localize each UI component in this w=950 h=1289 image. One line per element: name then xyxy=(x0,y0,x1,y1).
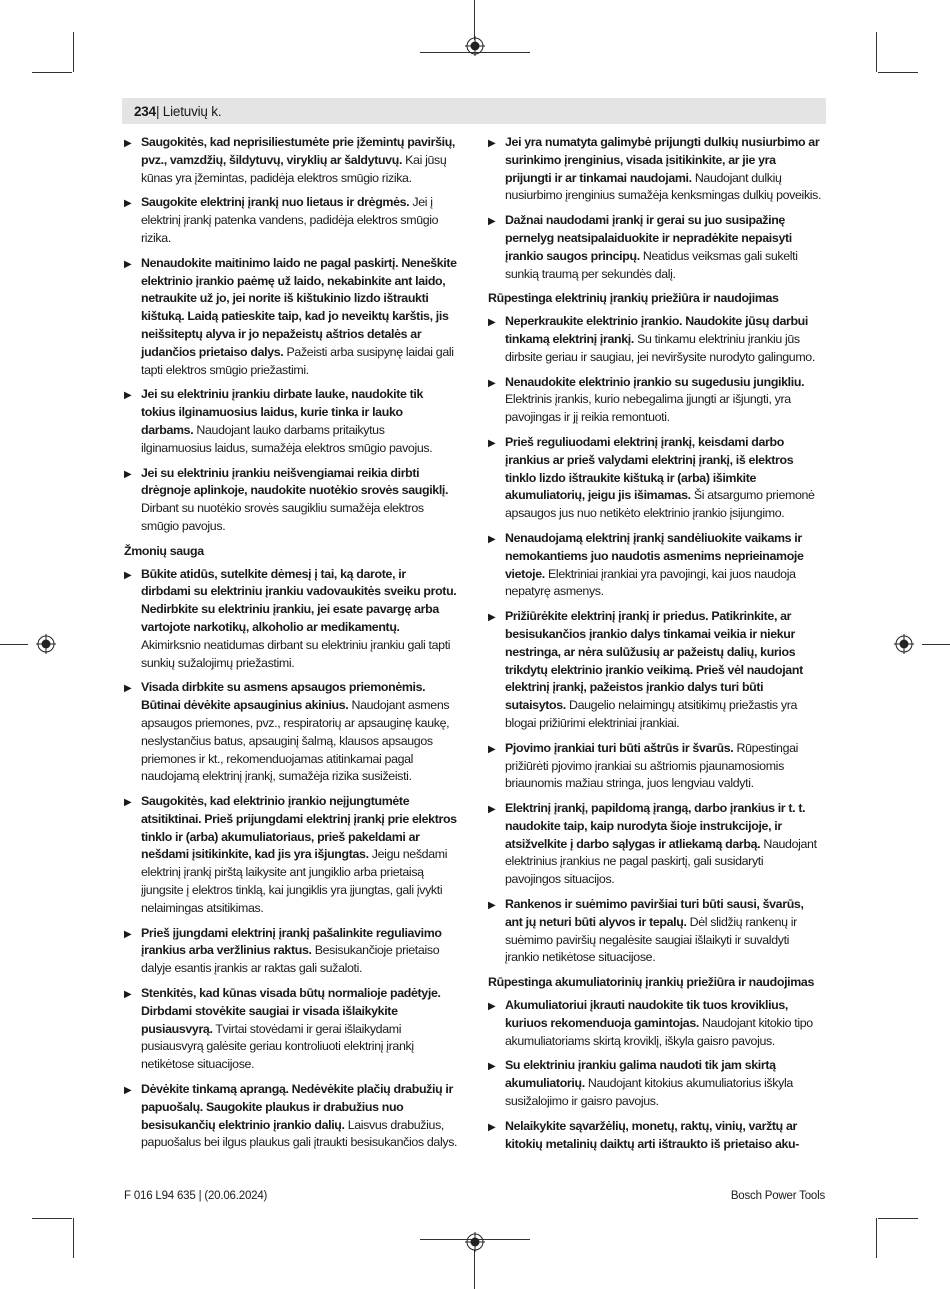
instruction-bold-text: Rankenos ir suėmimo paviršiai turi būti sausi, švarūs, ant jų neturi būti alyvos ir tepalų. xyxy=(505,897,804,929)
instruction-explanation-text: Tvirtai stovėdami ir gerai išlaikydami pusiausvyrą galėsite geriau kontroliuoti elektrinį įrankį netikėtose situacijose. xyxy=(141,1021,414,1072)
registration-mark-icon xyxy=(465,1232,485,1252)
instruction-bold-text: Saugokitės, kad neprisiliestumėte prie įžemintų paviršių, pvz., vamzdžių, šildytuvų, viryklių ar šaldytuvų. xyxy=(141,135,456,167)
left-column xyxy=(124,134,458,1159)
bullet-triangle-icon: ▶ xyxy=(488,377,496,389)
bullet-triangle-icon: ▶ xyxy=(488,138,496,149)
crop-mark xyxy=(474,0,475,40)
bullet-triangle-icon: ▶ xyxy=(488,1121,496,1133)
crop-mark xyxy=(876,32,877,72)
instruction-bold-text: Būkite atidūs, sutelkite dėmesį į tai, ką darote, ir dirbdami su elektriniu įrankiu vadovaukitės sveiku protu. Nedirbkite su elektriniu įrankiu, jei esate pavargę arba vartojote narkotikų, alkoholio ar medikamentų. xyxy=(141,566,457,634)
bullet-triangle-icon: ▶ xyxy=(488,612,496,624)
safety-instruction-item xyxy=(124,566,458,673)
safety-instruction-item xyxy=(488,212,822,283)
section-heading: Rūpestinga elektrinių įrankių priežiūra ir naudojimas xyxy=(488,291,779,306)
crop-mark xyxy=(474,1250,475,1289)
instruction-explanation-text: Dirbant su nuotėkio srovės saugikliu sumažėja elektros smūgio pavojus. xyxy=(141,501,424,533)
safety-instruction-item xyxy=(488,530,822,601)
instruction-bold-text: Jei su elektriniu įrankiu dirbate lauke, naudokite tik tokius ilginamuosius laidus, kurie tinka ir lauko darbams. xyxy=(141,387,424,437)
bullet-triangle-icon: ▶ xyxy=(124,258,132,270)
safety-instruction-item xyxy=(488,434,822,523)
instruction-bold-text: Akumuliatoriui įkrauti naudokite tik tuos kroviklius, kuriuos rekomenduoja gamintojas. xyxy=(505,998,789,1030)
instruction-explanation-text: Rūpestingai prižiūrėti pjovimo įrankiai su aštriomis pjaunamosiomis briaunomis mažiau stringa, juos lengviau valdyti. xyxy=(505,740,799,791)
registration-mark-icon xyxy=(36,634,56,654)
page-header-bar xyxy=(122,98,826,124)
safety-instruction-item xyxy=(488,740,822,793)
instruction-explanation-text: Daugelio nelaimingų atsitikimų priežastis yra blogai prižiūrimi elektriniai įrankiai. xyxy=(505,698,798,730)
bullet-triangle-icon: ▶ xyxy=(124,928,132,940)
instruction-explanation-text: Akimirksnio neatidumas dirbant su elektriniu įrankiu gali tapti sunkių sužalojimų priežastimi. xyxy=(141,637,451,670)
safety-instruction-item xyxy=(124,255,458,380)
instruction-explanation-text: Naudojant lauko darbams pritaikytus ilginamuosius laidus, sumažėja elektros smūgio pavojus. xyxy=(141,422,433,455)
safety-instruction-item xyxy=(488,374,822,427)
instruction-explanation-text: Naudojant dulkių nusiurbimo įrenginius sumažėja kenksmingas dulkių poveikis. xyxy=(505,170,822,203)
safety-instruction-item xyxy=(488,1118,822,1154)
instruction-bold-text: Su elektriniu įrankiu galima naudoti tik jam skirtą akumuliatorių. xyxy=(505,1058,776,1091)
instruction-bold-text: Nenaudojamą elektrinį įrankį sandėliuokite vaikams ir nemokantiems juo naudotis asmenims neprieinamoje vietoje. xyxy=(505,530,804,581)
crop-mark xyxy=(32,72,72,73)
crop-mark xyxy=(878,72,918,73)
bullet-triangle-icon: ▶ xyxy=(124,797,132,809)
bullet-triangle-icon: ▶ xyxy=(124,138,132,149)
crop-mark xyxy=(73,1218,74,1258)
instruction-bold-text: Nenaudokite maitinimo laido ne pagal paskirtį. Neneškite elektrinio įrankio paėmę už laido, nekabinkite ant laido, netraukite už jo, jei norite iš kištukinio lizdo ištraukti kištuką. Laidą patieskite taip, kad jo neveiktų karštis, jis neišsiteptų alyva ir jo nepažeistų aštrios detalės ar judančios prietaiso dalys. xyxy=(141,255,457,359)
page-header xyxy=(134,104,221,119)
instruction-bold-text: Pjovimo įrankiai turi būti aštrūs ir švarūs. xyxy=(505,740,734,755)
registration-mark-icon xyxy=(465,36,485,56)
instruction-explanation-text: Laisvus drabužius, papuošalus bei ilgus plaukus gali įtraukti besisukančios dalys. xyxy=(141,1117,458,1150)
crop-mark xyxy=(876,1218,877,1258)
bullet-triangle-icon: ▶ xyxy=(124,468,132,480)
bullet-triangle-icon: ▶ xyxy=(488,533,496,545)
safety-instruction-item xyxy=(124,985,458,1074)
instruction-bold-text: Visada dirbkite su asmens apsaugos priemonėmis. Būtinai dėvėkite apsauginius akinius. xyxy=(141,680,426,713)
safety-instruction-item xyxy=(488,313,822,366)
bullet-triangle-icon: ▶ xyxy=(124,989,132,1001)
crop-mark xyxy=(878,1218,918,1219)
safety-instruction-item xyxy=(124,793,458,918)
footer-doc-code: F 016 L94 635 | (20.06.2024) xyxy=(124,1190,268,1202)
instruction-explanation-text: Jeigu nešdami elektrinį įrankį pirštą laikysite ant jungiklio arba prietaisą įjungsite į elektros tinklą, kai jungiklis yra įjungtas, gali įvykti nelaimingas atsitikimas. xyxy=(141,847,448,915)
instruction-bold-text: Neperkraukite elektrinio įrankio. Naudokite jūsų darbui tinkamą elektrinį įrankį. xyxy=(505,314,808,346)
footer-brand: Bosch Power Tools xyxy=(730,1190,825,1202)
instruction-explanation-text: Kai jūsų kūnas yra įžemintas, padidėja elektros smūgio rizika. xyxy=(141,152,447,185)
page-number: 234 xyxy=(134,104,156,119)
crop-mark xyxy=(0,644,28,645)
bullet-triangle-icon: ▶ xyxy=(488,804,496,816)
instruction-explanation-text: Elektriniai įrankiai yra pavojingi, kai juos naudoja nepatyrę asmenys. xyxy=(505,566,796,599)
instruction-bold-text: Elektrinį įrankį, papildomą įrangą, darbo įrankius ir t. t. naudokite taip, kaip nurodyta šioje instrukcijoje, ir atsižvelkite į darbo sąlygas ir atliekamą darbą. xyxy=(505,801,806,851)
header-language: | Lietuvių k. xyxy=(155,104,222,119)
bullet-triangle-icon: ▶ xyxy=(124,569,132,581)
bullet-triangle-icon: ▶ xyxy=(488,1001,496,1013)
safety-instruction-item xyxy=(488,800,822,889)
instruction-explanation-text: Ši atsargumo priemonė apsaugos jus nuo netikėto elektrinio įrankio įsijungimo. xyxy=(505,488,815,521)
instruction-explanation-text: Su tinkamu elektriniu įrankiu jūs dirbsite geriau ir saugiau, jei neviršysite nurodyto galingumo. xyxy=(505,331,815,364)
safety-instruction-item xyxy=(124,386,458,457)
safety-instruction-item xyxy=(488,896,822,967)
instruction-explanation-text: Naudojant asmens apsaugos priemones, pvz., respiratorių ar apsauginę kaukę, neslystančius batus, apsauginį šalmą, klausos apsaugos priemones ir kt., rekomenduojamas atitinkamai pagal naudojamą elektrinį įrankį, sumažėja rizika susižeisti. xyxy=(141,698,450,784)
instruction-explanation-text: Naudojant elektrinius įrankius ne pagal paskirtį, gali susidaryti pavojingos situacijos. xyxy=(505,836,817,887)
right-column xyxy=(488,134,822,1160)
instruction-bold-text: Prieš reguliuodami elektrinį įrankį, keisdami darbo įrankius ar prieš valydami elektrinį įrankį, iš elektros tinklo lizdo ištraukite kištuką ir (arba) išimkite akumuliatorių, jeigu jis išimamas. xyxy=(505,434,794,503)
safety-instruction-item xyxy=(488,1057,822,1110)
bullet-triangle-icon: ▶ xyxy=(124,198,132,210)
instruction-explanation-text: Elektrinis įrankis, kurio nebegalima įjungti ar išjungti, yra pavojingas ir jį reikia remontuoti. xyxy=(505,392,791,425)
instruction-explanation-text: Naudojant kitokio tipo akumuliatoriams skirtą kroviklį, iškyla gaisro pavojus. xyxy=(505,1015,813,1048)
instruction-bold-text: Prieš įjungdami elektrinį įrankį pašalinkite reguliavimo įrankius arba veržlinius raktus. xyxy=(141,925,442,958)
registration-mark-icon xyxy=(894,634,914,654)
safety-instruction-item xyxy=(124,679,458,786)
bullet-triangle-icon: ▶ xyxy=(488,317,496,329)
crop-mark xyxy=(73,32,74,72)
instruction-bold-text: Stenkitės, kad kūnas visada būtų normalioje padėtyje. Dirbdami stovėkite saugiai ir visada išlaikykite pusiausvyrą. xyxy=(141,986,441,1036)
bullet-triangle-icon: ▶ xyxy=(124,1085,132,1097)
crop-mark xyxy=(32,1218,72,1219)
safety-instruction-item xyxy=(488,134,822,205)
bullet-triangle-icon: ▶ xyxy=(124,390,132,402)
instruction-explanation-text: Naudojant kitokius akumuliatorius iškyla susižalojimo ir gaisro pavojus. xyxy=(505,1076,793,1109)
instruction-explanation-text: Pažeisti arba susipynę laidai gali tapti elektros smūgio priežastimi. xyxy=(141,344,454,377)
instruction-bold-text: Dažnai naudodami įrankį ir gerai su juo susipažinę pernelyg neatsipalaiduokite ir nepradėkite nepaisyti įrankio saugos principų. xyxy=(505,213,792,263)
section-heading: Žmonių sauga xyxy=(124,543,204,558)
instruction-bold-text: Saugokitės, kad elektrinio įrankio neįjungtumėte atsitiktinai. Prieš prijungdami elektrinį įrankį prie elektros tinklo ir (arba) akumuliatoriaus, prieš pakeldami ar nešdami įsitikinkite, kad jis yra išjungtas. xyxy=(141,794,457,862)
crop-mark xyxy=(922,644,950,645)
safety-instruction-item xyxy=(124,194,458,247)
safety-instruction-item xyxy=(124,1081,458,1152)
instruction-bold-text: Jei yra numatyta galimybė prijungti dulkių nusiurbimo ar surinkimo įrenginius, visada įsitikinkite, ar jie yra prijungti ir ar tinkamai naudojami. xyxy=(505,135,820,185)
instruction-explanation-text: Neatidus veiksmas gali sukelti sunkią traumą per sekundės dalį. xyxy=(505,248,798,281)
safety-instruction-item xyxy=(488,608,822,733)
instruction-bold-text: Prižiūrėkite elektrinį įrankį ir priedus. Patikrinkite, ar besisukančios įrankio dalys tinkamai veikia ir niekur nestringa, ar nėra sulūžusių ar pažeistų dalių, kurios trikdytų elektrinio įrankio veikimą. Prieš vėl naudojant elektrinį įrankį, pažeistos įrankio dalys turi būti sutaisytos. xyxy=(505,609,803,713)
instruction-bold-text: Nenaudokite elektrinio įrankio su sugedusiu jungikliu. xyxy=(505,374,805,389)
instruction-bold-text: Saugokite elektrinį įrankį nuo lietaus ir drėgmės. xyxy=(141,195,410,210)
bullet-triangle-icon: ▶ xyxy=(488,1061,496,1073)
safety-instruction-item xyxy=(124,134,458,187)
instruction-bold-text: Nelaikykite sąvaržėlių, monetų, raktų, vinių, varžtų ar kitokių metalinių daiktų arti ištraukto iš prietaiso aku- xyxy=(505,1118,800,1151)
section-heading: Rūpestinga akumuliatorinių įrankių priežiūra ir naudojimas xyxy=(488,975,815,990)
bullet-triangle-icon: ▶ xyxy=(488,900,496,912)
bullet-triangle-icon: ▶ xyxy=(488,437,496,449)
safety-instruction-item xyxy=(124,465,458,536)
instruction-bold-text: Dėvėkite tinkamą aprangą. Nedėvėkite plačių drabužių ir papuošalų. Saugokite plaukus ir drabužius nuo besisukančių elektrinio įrankio dalių. xyxy=(141,1082,453,1132)
instruction-explanation-text: Besisukančioje prietaiso dalyje esantis įrankis ar raktas gali sužaloti. xyxy=(141,943,440,976)
safety-instruction-item xyxy=(488,997,822,1050)
bullet-triangle-icon: ▶ xyxy=(488,743,496,755)
safety-instruction-item xyxy=(124,925,458,978)
bullet-triangle-icon: ▶ xyxy=(124,683,132,695)
instruction-explanation-text: Dėl slidžių rankenų ir suėmimo paviršių negalėsite saugiai išlaikyti ir suvaldyti įrankio netikėtose situacijose. xyxy=(505,914,797,965)
bullet-triangle-icon: ▶ xyxy=(488,216,496,228)
instruction-explanation-text: Jei į elektrinį įrankį patenka vandens, padidėja elektros smūgio rizika. xyxy=(141,195,439,245)
instruction-bold-text: Jei su elektriniu įrankiu neišvengiamai reikia dirbti drėgnoje aplinkoje, naudokite nuotėkio srovės saugiklį. xyxy=(141,465,449,498)
